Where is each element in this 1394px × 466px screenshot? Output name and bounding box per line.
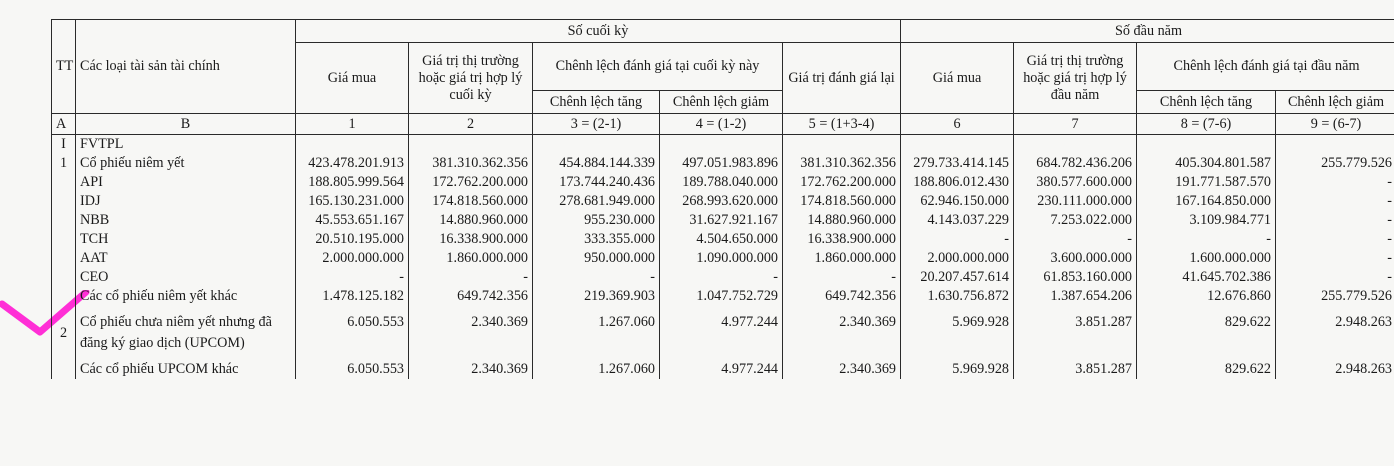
cell: 20.510.195.000 <box>296 230 409 249</box>
cell: 255.779.526 <box>1276 154 1394 173</box>
cell: - <box>1276 192 1394 211</box>
cell: - <box>296 268 409 287</box>
col-reval-end: Giá trị đánh giá lại <box>783 43 901 114</box>
table-row-ceo <box>52 268 1394 287</box>
label-1: 1 <box>296 114 409 135</box>
row-name: Các cổ phiếu UPCOM khác <box>76 354 296 379</box>
cell: 829.622 <box>1137 354 1276 379</box>
col-tt: TT <box>52 20 76 114</box>
row-name: AAT <box>76 249 296 268</box>
cell: 279.733.414.145 <box>901 154 1014 173</box>
cell: 191.771.587.570 <box>1137 173 1276 192</box>
cell: 2.340.369 <box>783 354 901 379</box>
col-buy-end: Giá mua <box>296 43 409 114</box>
label-8: 8 = (7-6) <box>1137 114 1276 135</box>
cell: 174.818.560.000 <box>409 192 533 211</box>
row-name: CEO <box>76 268 296 287</box>
col-inc-end: Chênh lệch tăng <box>533 91 660 114</box>
cell: 1.387.654.206 <box>1014 287 1137 306</box>
cell: - <box>1014 230 1137 249</box>
cell: 2.000.000.000 <box>296 249 409 268</box>
cell: 188.805.999.564 <box>296 173 409 192</box>
row-tt: 2 <box>52 312 76 354</box>
cell: 2.340.369 <box>409 312 533 354</box>
cell: 2.948.263 <box>1276 354 1394 379</box>
cell: 16.338.900.000 <box>409 230 533 249</box>
cell: 2.340.369 <box>783 312 901 354</box>
cell: 6.050.553 <box>296 312 409 354</box>
cell: 1.090.000.000 <box>660 249 783 268</box>
cell: - <box>1276 249 1394 268</box>
cell: 2.340.369 <box>409 354 533 379</box>
cell: 4.504.650.000 <box>660 230 783 249</box>
row-name: FVTPL <box>76 135 296 155</box>
cell: 380.577.600.000 <box>1014 173 1137 192</box>
label-b: B <box>76 114 296 135</box>
row-name: Cổ phiếu niêm yết <box>76 154 296 173</box>
cell: 1.267.060 <box>533 312 660 354</box>
cell: - <box>1276 268 1394 287</box>
table-row-aat <box>52 249 1394 268</box>
cell: 278.681.949.000 <box>533 192 660 211</box>
cell: 1.860.000.000 <box>409 249 533 268</box>
cell: 423.478.201.913 <box>296 154 409 173</box>
table-row-api <box>52 173 1394 192</box>
cell: 497.051.983.896 <box>660 154 783 173</box>
cell: 381.310.362.356 <box>409 154 533 173</box>
label-a: A <box>52 114 76 135</box>
cell: 255.779.526 <box>1276 287 1394 306</box>
cell: 4.977.244 <box>660 312 783 354</box>
table-row-other-upcom <box>52 354 1394 379</box>
financial-assets-table <box>51 19 1394 379</box>
table-row-listed <box>52 154 1394 173</box>
cell: 649.742.356 <box>783 287 901 306</box>
cell: 172.762.200.000 <box>409 173 533 192</box>
cell: - <box>1276 211 1394 230</box>
cell: 4.143.037.229 <box>901 211 1014 230</box>
cell: 1.267.060 <box>533 354 660 379</box>
cell: 333.355.000 <box>533 230 660 249</box>
cell: 230.111.000.000 <box>1014 192 1137 211</box>
table-row-upcom <box>52 312 1394 354</box>
cell: 684.782.436.206 <box>1014 154 1137 173</box>
col-market-end: Giá trị thị trường hoặc giá trị hợp lý cuối kỳ <box>409 43 533 114</box>
cell: 172.762.200.000 <box>783 173 901 192</box>
cell: 1.047.752.729 <box>660 287 783 306</box>
cell: 14.880.960.000 <box>783 211 901 230</box>
cell: 31.627.921.167 <box>660 211 783 230</box>
cell: 405.304.801.587 <box>1137 154 1276 173</box>
cell: 1.600.000.000 <box>1137 249 1276 268</box>
cell: - <box>783 268 901 287</box>
cell: 950.000.000 <box>533 249 660 268</box>
cell: 174.818.560.000 <box>783 192 901 211</box>
cell: 829.622 <box>1137 312 1276 354</box>
col-asset-type: Các loại tài sản tài chính <box>76 20 296 114</box>
cell: 61.853.160.000 <box>1014 268 1137 287</box>
label-5: 5 = (1+3-4) <box>783 114 901 135</box>
cell: 3.851.287 <box>1014 354 1137 379</box>
col-diff-start: Chênh lệch đánh giá tại đầu năm <box>1137 43 1394 91</box>
cell: - <box>533 268 660 287</box>
cell: - <box>1137 230 1276 249</box>
cell: 45.553.651.167 <box>296 211 409 230</box>
cell: 14.880.960.000 <box>409 211 533 230</box>
col-buy-start: Giá mua <box>901 43 1014 114</box>
cell: - <box>1276 173 1394 192</box>
table-row-fvtpl <box>52 135 1394 155</box>
cell: 1.478.125.182 <box>296 287 409 306</box>
col-dec-start: Chênh lệch giảm <box>1276 91 1394 114</box>
group-start-of-year: Số đầu năm <box>901 20 1394 43</box>
table-row-other-listed <box>52 287 1394 306</box>
cell: 1.860.000.000 <box>783 249 901 268</box>
cell: 6.050.553 <box>296 354 409 379</box>
cell: 2.948.263 <box>1276 312 1394 354</box>
col-market-start: Giá trị thị trường hoặc giá trị hợp lý đầu năm <box>1014 43 1137 114</box>
table-row-nbb <box>52 211 1394 230</box>
row-name: TCH <box>76 230 296 249</box>
cell: 1.630.756.872 <box>901 287 1014 306</box>
cell: 3.600.000.000 <box>1014 249 1137 268</box>
cell: 381.310.362.356 <box>783 154 901 173</box>
cell: 2.000.000.000 <box>901 249 1014 268</box>
cell: 173.744.240.436 <box>533 173 660 192</box>
label-6: 6 <box>901 114 1014 135</box>
cell: - <box>660 268 783 287</box>
cell: 189.788.040.000 <box>660 173 783 192</box>
cell: 5.969.928 <box>901 312 1014 354</box>
cell: 62.946.150.000 <box>901 192 1014 211</box>
cell: - <box>409 268 533 287</box>
cell: 165.130.231.000 <box>296 192 409 211</box>
row-name: IDJ <box>76 192 296 211</box>
cell: 41.645.702.386 <box>1137 268 1276 287</box>
cell: - <box>901 230 1014 249</box>
row-name: API <box>76 173 296 192</box>
cell: 188.806.012.430 <box>901 173 1014 192</box>
col-dec-end: Chênh lệch giảm <box>660 91 783 114</box>
label-3: 3 = (2-1) <box>533 114 660 135</box>
row-tt: 1 <box>52 154 76 173</box>
cell: 20.207.457.614 <box>901 268 1014 287</box>
cell: 7.253.022.000 <box>1014 211 1137 230</box>
table-row-idj <box>52 192 1394 211</box>
cell: 3.851.287 <box>1014 312 1137 354</box>
cell: 268.993.620.000 <box>660 192 783 211</box>
row-name: Các cổ phiếu niêm yết khác <box>76 287 296 306</box>
label-4: 4 = (1-2) <box>660 114 783 135</box>
col-inc-start: Chênh lệch tăng <box>1137 91 1276 114</box>
label-7: 7 <box>1014 114 1137 135</box>
cell: - <box>1276 230 1394 249</box>
label-2: 2 <box>409 114 533 135</box>
cell: 3.109.984.771 <box>1137 211 1276 230</box>
cell: 167.164.850.000 <box>1137 192 1276 211</box>
cell: 5.969.928 <box>901 354 1014 379</box>
cell: 4.977.244 <box>660 354 783 379</box>
row-name: Cổ phiếu chưa niêm yết nhưng đã đăng ký giao dịch (UPCOM) <box>76 312 296 354</box>
col-diff-end: Chênh lệch đánh giá tại cuối kỳ này <box>533 43 783 91</box>
row-tt: I <box>52 135 76 155</box>
group-end-of-period: Số cuối kỳ <box>296 20 901 43</box>
row-name: NBB <box>76 211 296 230</box>
cell: 219.369.903 <box>533 287 660 306</box>
label-9: 9 = (6-7) <box>1276 114 1394 135</box>
table-row-tch <box>52 230 1394 249</box>
cell: 955.230.000 <box>533 211 660 230</box>
cell: 454.884.144.339 <box>533 154 660 173</box>
cell: 649.742.356 <box>409 287 533 306</box>
cell: 16.338.900.000 <box>783 230 901 249</box>
cell: 12.676.860 <box>1137 287 1276 306</box>
